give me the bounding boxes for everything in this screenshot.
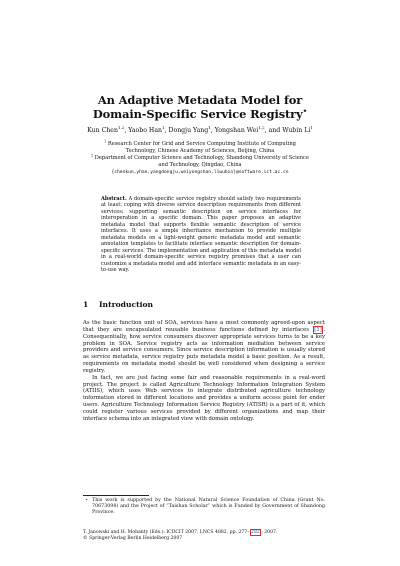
author-name: Dongju Yang [168,127,209,134]
publication-citation: T. Janowski and H. Mohanty (Eds.): ICDCIT 2007, LNCS 4882, pp. 277– [83,530,250,535]
paper-title-line-1 [40,93,360,107]
copyright-line: © Springer-Verlag Berlin Heidelberg 2007 [83,536,183,542]
affiliation-line: Research Center for Grid and Service Computing Institute of Computing [107,141,296,147]
author [87,124,125,134]
footnote-mark: ⋆ [85,498,89,503]
page-link[interactable]: 282 [251,530,260,535]
author [168,124,211,134]
author-name: Wubin Li [282,127,311,134]
author-list: Kun Chen$^{1,2}$, Yaobo Han$^1$, Dongju Yang$^1$, Yongshan Wei$^{1,2}$, and Wubin Li$^1$ [87,124,313,134]
author [214,124,265,134]
footnote-rule [83,495,149,496]
section-number: 1 [83,300,89,309]
affiliation-line: Department of Computer Science and Technology, Shandong University of Science [94,155,309,161]
paper-title-line-2 [40,107,360,121]
publication-info [83,530,325,542]
author-name: Yongshan Wei [214,127,259,134]
paragraph [83,320,325,375]
section-heading [83,300,153,310]
author-emails: {chenkun,yhan,yangdongju,weiyongshan,liwubin}@software.ict.ac.cn [111,170,289,175]
author-name: Yaobo Han [128,127,163,134]
title-line-2-text: Domain-Specific Service Registry [92,107,303,121]
affiliation-2 [50,155,350,168]
body-text [83,320,325,423]
affiliation-mark: 2 [91,153,94,158]
footnote [83,498,325,516]
paragraph-text: As the basic function unit of SOA, services have a most commonly agreed-upon aspect that they are encapsulated reusable business functions defined by interfaces [83,320,325,333]
footnote-text: This work is supported by the National Natural Science Foundation of China (Grant No. 70673098) and the Project of “Taishan Scholar” which is Funded by Government of Shandong Province. [92,498,325,516]
affiliation-mark: 1 [104,139,107,144]
paragraph-text: . Consequentially, how service consumers discover appropriate services turns to be a key problem in SOA. Service registry acts as information mediation between service providers and service consumers. Since service description information is usually stored as service metadata, service registry puts metadata model a basic position. As a result, requirements on metadata model should be well considered when designing a service registry. [83,326,325,374]
author [282,124,313,134]
affiliation-line: Technology, Chinese Academy of Sciences, Beijing, China [125,147,275,154]
abstract [101,196,301,273]
author-affiliation-mark: 1 [208,124,211,130]
author-affiliation-mark: 1 [162,124,165,130]
author-affiliation-mark: 1,2 [258,124,265,130]
affiliation-1 [50,141,350,154]
title-footnote-mark: ⋆ [302,106,308,116]
affiliation-line: and Technology, Qingdao, China [158,161,242,168]
abstract-text: A domain-specific service registry should satisfy two requirements at least: coping with diverse service description requirements from different services; supporting semantic description on service interfaces for interoperation in a specific domain. This paper proposes an adaptive metadata model that supports flexible semantic description of service interfaces. It uses a simple inheritance mechanism to provide multiple metadata models on a light-weight generic metadata model and semantic annotation templates to facilitate interface semantic description for domain-specific services. The implementation and application of this metadata model in a real-world domain-specific service registry promises that a user can customize a metadata model and add interface semantic metadata in an easy-to-use way. [101,196,301,273]
author-affiliation-mark: 1,2 [117,124,125,130]
author-name: Kun Chen [87,127,118,134]
citation-link[interactable]: [1] [314,326,322,333]
section-title: Introduction [99,300,154,309]
publication-year: , 2007. [261,530,278,535]
author [128,124,165,134]
title-line-1-text: An Adaptive Metadata Model for [97,93,303,107]
author-affiliation-mark: 1 [310,124,313,130]
abstract-label: Abstract. [101,196,127,202]
paragraph: In fact, we are just facing some fair and reasonable requirements in a real-word project. The project is called Agriculture Technology Information Integration System (ATIIS), which uses Web services to integrate distributed agriculture technology information stored in different locations and provides a uniform access point for ender users. Agriculture Technology Information Service Registry (ATISR) is a part of it, which could register various services provided by different organizations and map their interface schema into an integrated view with domain ontology. [83,374,325,422]
